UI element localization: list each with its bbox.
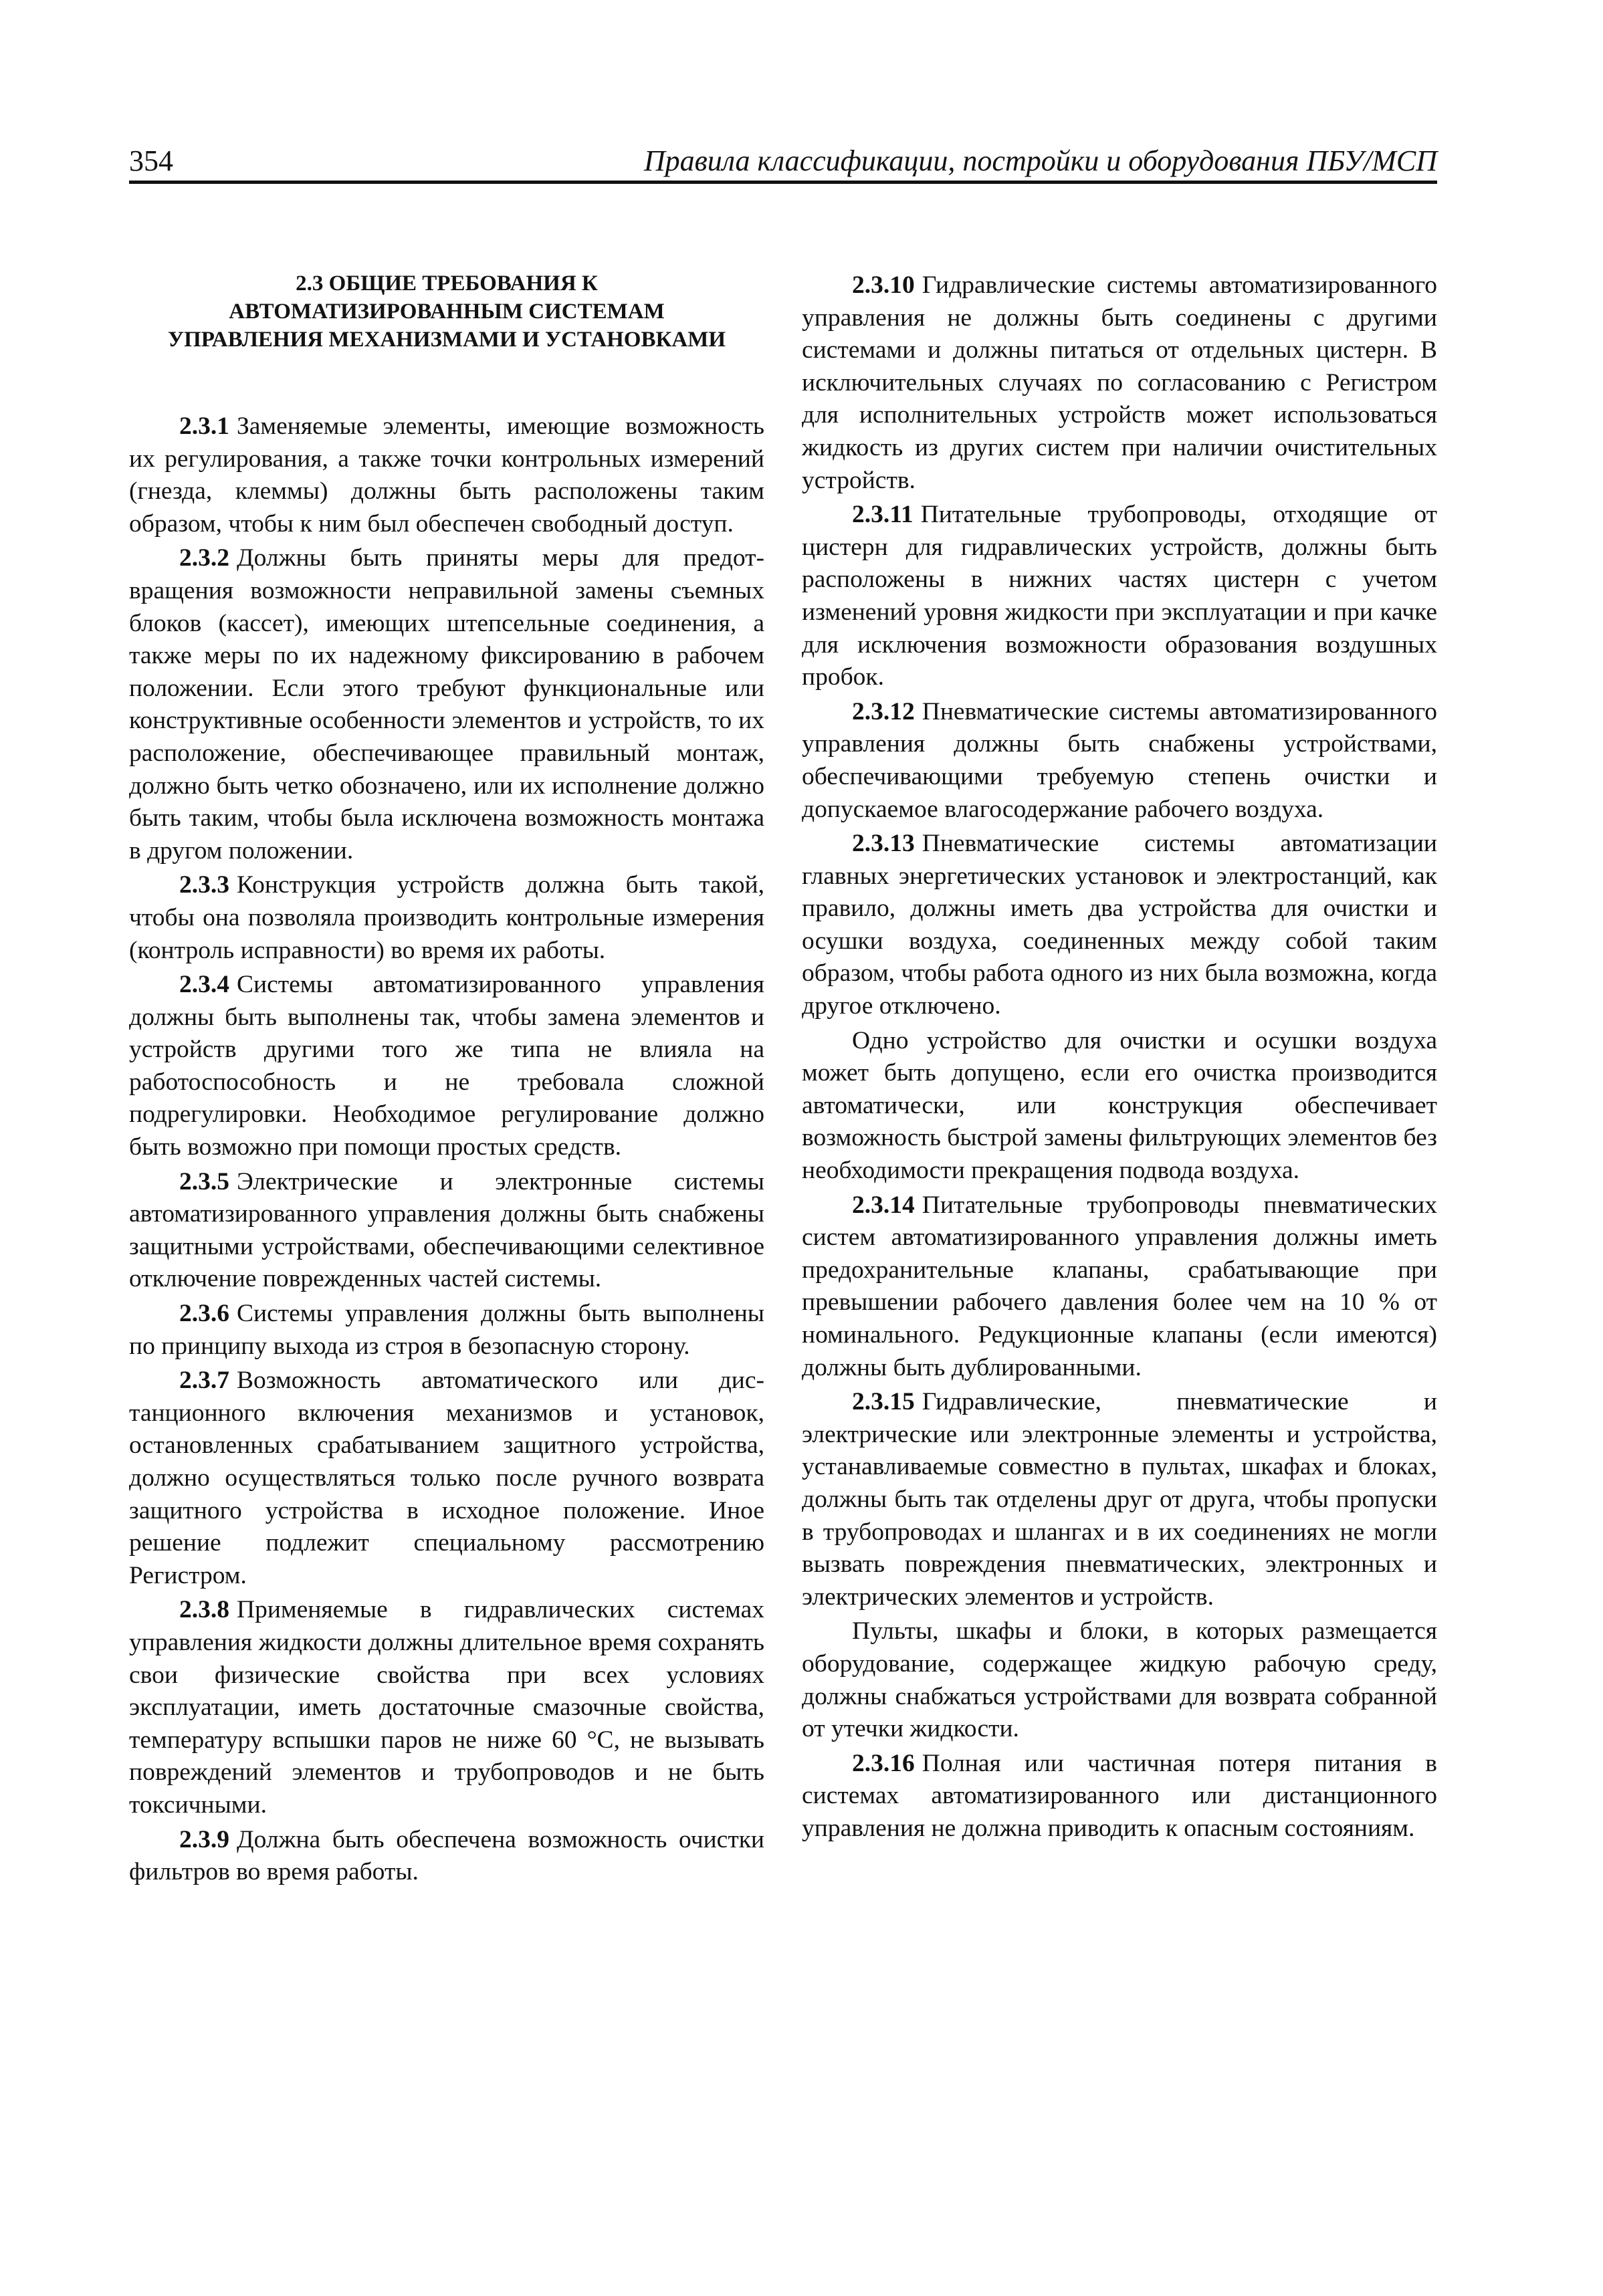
paragraph-2-3-11 xyxy=(802,499,1437,694)
paragraph-2-3-3 xyxy=(129,869,764,967)
paragraph-2-3-2 xyxy=(129,542,764,867)
clause-text: Системы автоматизированного управления должны быть выполнены так, чтобы замена элементов и устройств другими того же типа не влияла на работоспособность и не требовала сложной подрегулировки. Необходимое регулирование должно быть возможно при помощи простых средств. xyxy=(129,971,764,1161)
paragraph-2-3-16 xyxy=(802,1748,1437,1845)
paragraph-2-3-7 xyxy=(129,1365,764,1592)
clause-number: 2.3.6 xyxy=(179,1300,229,1328)
header-rule xyxy=(129,181,1437,184)
clause-text: Пневматические системы автоматизированного управления должны быть снабжены устройствами, обеспечивающими требуемую степень очистки и допускаемое влагосодержание рабочего воздуха. xyxy=(802,697,1437,823)
clause-text: Гидравлические системы автоматизированного управления не должны быть соединены с другими системами и должны питаться от отдельных цистерн. В исключительных случаях по согласованию с Регистром для исполнительных устройств может использоваться жидкость из других систем при наличии очистительных устройств. xyxy=(802,271,1437,494)
clause-text: Гидравлические, пневматические и электрические или электронные элементы и устройства, устанавливаемые совместно в пультах, шкафах и блоках, должны быть так отделены друг от друга, чтобы пропуски в трубопроводах и шлангах и в их соединениях не могли вызвать повреждения пневматических, электронных и электрических элементов и устройств. xyxy=(802,1388,1437,1611)
page-number: 354 xyxy=(129,144,173,177)
clause-text: Электрические и электронные системы автоматизированного управления должны быть снабжены защитными устройствами, обеспечивающими селективное отключение поврежденных частей системы. xyxy=(129,1167,764,1293)
clause-text: Системы управления должны быть выполнены по принципу выхода из строя в безопасную сторону. xyxy=(129,1300,764,1360)
clause-text: Пневматические системы автоматизации главных энергетических установок и электростанций, как правило, должны иметь два устройства для очистки и осушки воздуха, соединенных между собой таким образом, чтобы работа одного из них была возможна, когда другое отключено. xyxy=(802,830,1437,1020)
clause-text: Должна быть обеспечена возможность очистки фильтров во время работы. xyxy=(129,1825,764,1886)
clause-text: Полная или частичная потеря питания в системах автоматизированного или дистанционного управления не должна приводить к опасным состояниям. xyxy=(802,1749,1437,1842)
clause-number: 2.3.13 xyxy=(852,830,915,858)
clause-number: 2.3.5 xyxy=(179,1167,229,1195)
left-column xyxy=(129,269,764,1891)
paragraph-2-3-14 xyxy=(802,1189,1437,1385)
running-title: Правила классификации, постройки и оборудования ПБУ/МСП xyxy=(643,144,1437,177)
clause-text: Возможность автоматического или дистанционного включения механизмов и установок, остановленных срабатыванием защитного устройства, должно осуществляться только после ручного возврата защитного устройства в исходное положение. Иное решение подлежит специальному рассмотрению Регистром. xyxy=(129,1367,764,1589)
clause-number: 2.3.11 xyxy=(852,501,914,529)
paragraph-2-3-5 xyxy=(129,1166,764,1296)
section-heading: 2.3 ОБЩИЕ ТРЕБОВАНИЯ К АВТОМАТИЗИРОВАННЫМ СИСТЕМАМ УПРАВЛЕНИЯ МЕХАНИЗМАМИ И УСТАНОВКАМИ xyxy=(167,271,726,352)
clause-text: Питательные трубопроводы пневматических систем автоматизированного управления должны иметь предохранительные клапаны, срабатывающие при превышении рабочего давления более чем на 10 % от номинального. Редукционные клапаны (если имеются) должны быть дублированными. xyxy=(802,1191,1437,1381)
clause-number: 2.3.7 xyxy=(179,1367,229,1395)
clause-text: Конструкция устройств должна быть такой, чтобы она позволяла производить контрольные измерения (контроль исправности) во время их работы. xyxy=(129,871,764,964)
clause-text: Должны быть приняты меры для предотвращения возможности неправильной замены съемных блоков (кассет), имеющих штепсельные соединения, а также меры по их надежному фиксированию в рабочем положении. Если этого требуют функциональные или конструктивные особенности элементов и устройств, то их расположение, обеспечивающее правильный монтаж, должно быть четко обозначено, или их исполнение должно быть таким, чтобы была исключена возможность монтажа в другом положении. xyxy=(129,544,764,865)
paragraph-2-3-13-continued xyxy=(802,1025,1437,1187)
clause-text: Применяемые в гидравлических системах управления жидкости должны длительное время сохранять свои физические свойства при всех условиях эксплуатации, иметь достаточные смазочные свойства, температуру вспышки паров не ниже 60 °С, не вызывать повреждений элементов и трубопроводов и не быть токсичными. xyxy=(129,1596,764,1819)
paragraph-2-3-15 xyxy=(802,1386,1437,1613)
paragraph-2-3-8 xyxy=(129,1594,764,1821)
clause-number: 2.3.8 xyxy=(179,1596,229,1624)
paragraph-2-3-1 xyxy=(129,411,764,540)
paragraph-2-3-9 xyxy=(129,1824,764,1889)
clause-number: 2.3.12 xyxy=(852,697,915,725)
clause-text: Пульты, шкафы и блоки, в которых размещается оборудование, содержащее жидкую рабочую среду, должны снабжаться устройствами для возврата собранной от утечки жидкости. xyxy=(802,1617,1437,1743)
paragraph-2-3-6 xyxy=(129,1298,764,1363)
paragraph-2-3-13 xyxy=(802,828,1437,1023)
clause-text: Одно устройство для очистки и осушки воздуха может быть допущено, если его очистка производится автоматически, или конструкция обеспечивает возможность быстрой замены фильтрующих элементов без необходимости прекращения подвода воздуха. xyxy=(802,1026,1437,1185)
clause-number: 2.3.16 xyxy=(852,1749,915,1777)
clause-number: 2.3.1 xyxy=(179,413,229,440)
clause-number: 2.3.15 xyxy=(852,1388,915,1416)
clause-number: 2.3.9 xyxy=(179,1825,229,1853)
paragraph-2-3-15-continued xyxy=(802,1615,1437,1745)
clause-text: Питательные трубопроводы, отходящие от цистерн для гидравлических устройств, должны быть расположены в нижних частях цистерн с учетом изменений уровня жидкости при эксплуатации и при качке для исключения возможности образования воздушных пробок. xyxy=(802,501,1437,691)
paragraph-2-3-12 xyxy=(802,696,1437,826)
clause-number: 2.3.2 xyxy=(179,544,229,572)
clause-number: 2.3.4 xyxy=(179,971,229,999)
clause-number: 2.3.3 xyxy=(179,871,229,899)
clause-text: Заменяемые элементы, имеющие возможность их регулирования, а также точки контрольных измерений (гнезда, клеммы) должны быть расположены таким образом, чтобы к ним был обеспечен свободный доступ. xyxy=(129,413,764,538)
paragraph-2-3-4 xyxy=(129,969,764,1164)
paragraph-2-3-10 xyxy=(802,269,1437,497)
clause-number: 2.3.10 xyxy=(852,271,915,299)
clause-number: 2.3.14 xyxy=(852,1191,915,1219)
right-column xyxy=(802,269,1437,1847)
